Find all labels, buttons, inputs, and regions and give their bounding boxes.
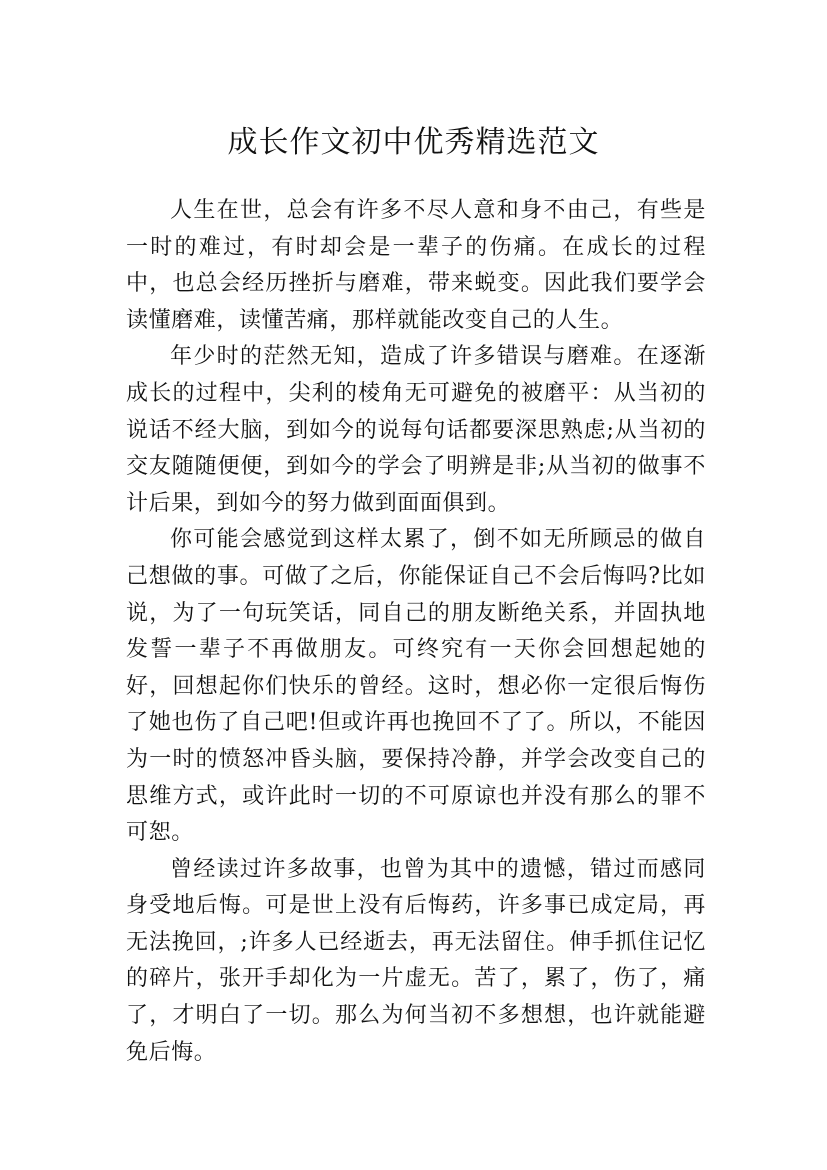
paragraph-3: 你可能会感觉到这样太累了，倒不如无所顾忌的做自己想做的事。可做了之后，你能保证自己不会后悔吗?比如说，为了一句玩笑话，同自己的朋友断绝关系，并固执地发誓一辈子不再做朋友。可终究有一天你会回想起她的好，回想起你们快乐的曾经。这时，想必你一定很后悔伤了她也伤了自己吧!但或许再也挽回不了了。所以，不能因为一时的愤怒冲昏头脑，要保持冷静，并学会改变自己的思维方式，或许此时一切的不可原谅也并没有那么的罪不可恕。 bbox=[126, 527, 706, 846]
page-title: 成长作文初中优秀精选范文 bbox=[227, 125, 600, 161]
paragraph-4: 曾经读过许多故事，也曾为其中的遗憾，错过而感同身受地后悔。可是世上没有后悔药，许多事已成定局，再无法挽回，;许多人已经逝去，再无法留住。伸手抓住记忆的碎片，张开手却化为一片虚无。苦了，累了，伤了，痛了，才明白了一切。那么为何当初不多想想，也许就能避免后悔。 bbox=[126, 856, 706, 1065]
paragraph-1: 人生在世，总会有许多不尽人意和身不由己，有些是一时的难过，有时却会是一辈子的伤痛。在成长的过程中，也总会经历挫折与磨难，带来蜕变。因此我们要学会读懂磨难，读懂苦痛，那样就能改变自己的人生。 bbox=[126, 198, 706, 333]
article-body bbox=[126, 193, 706, 1071]
paragraph-2: 年少时的茫然无知，造成了许多错误与磨难。在逐渐成长的过程中，尖利的棱角无可避免的被磨平：从当初的说话不经大脑，到如今的说每句话都要深思熟虑;从当初的交友随随便便，到如今的学会了明辨是非;从当初的做事不计后果，到如今的努力做到面面俱到。 bbox=[126, 344, 706, 516]
